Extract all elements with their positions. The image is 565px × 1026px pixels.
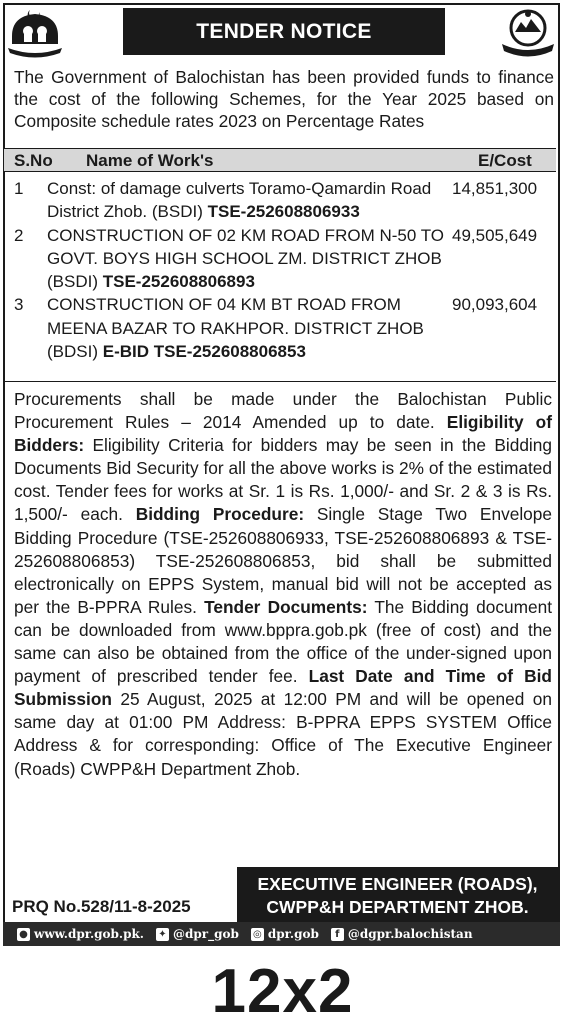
terms-paragraph [14,388,552,781]
table-row [14,293,554,363]
row-sno: 3 [14,295,24,315]
header-ecost: E/Cost [478,151,532,170]
bidding-procedure-text: Single Stage Two Envelope Bidding Procedure (TSE-252608806933, TSE-252608806893 & TSE-252608806853) TSE-252608806853, bid shall be submitted electronically on EPPS System, manual bid will not be accepted as per the B-PPRA Rules. [14,504,552,617]
social-twitter[interactable]: ✦ @dpr_gob [156,927,239,941]
eligibility-heading: Eligibility of Bidders: [14,412,552,456]
procurement-rules-text: Procurements shall be made under the Balochistan Public Procurement Rules – 2014 Amended up to date. [14,389,552,433]
table-row [14,224,554,294]
facebook-icon: f [331,928,344,941]
row-sno: 1 [14,179,24,198]
bidding-procedure-heading: Bidding Procedure: [135,504,305,525]
header-sno: S.No [14,151,53,170]
row-cost: 49,505,649 [452,225,538,245]
ad-size-label: 12x2 [211,957,354,1026]
social-website[interactable]: ● www.dpr.gob.pk. [17,927,144,941]
signatory-line-2: CWPP&H DEPARTMENT ZHOB. [266,897,529,917]
works-table [14,177,554,363]
social-instagram[interactable]: ◎ dpr.gob [251,927,319,941]
globe-icon: ● [17,928,30,941]
instagram-icon: ◎ [251,928,264,941]
tender-documents-text: The Bidding document can be downloaded from www.bppra.gob.pk (free of cost) and the same can also be obtained from the office of the under-signed upon payment of prescribed tender fee. [14,596,552,687]
social-bar [3,922,560,946]
tender-documents-heading: Tender Documents: [204,596,368,617]
row-cost: 90,093,604 [452,295,538,315]
row-tender-ref: TSE-252608806933 [207,202,360,222]
last-date-text: 25 August, 2025 at 12:00 PM and will be opened on same day at 01:00 PM Address: B-PPRA EPPS SYSTEM Office Address & for corresponding: Office of The Executive Engineer (Roads) CWPP&H Department Zhob. [14,689,552,779]
row-tender-ref: E-BID TSE-252608806853 [102,342,306,362]
table-header [4,148,556,172]
dgpr-emblem-icon [499,6,557,58]
prq-number: PRQ No.528/11-8-2025 [12,897,191,916]
twitter-icon: ✦ [156,928,169,941]
row-description: Const: of damage culverts Toramo-Qamardin Road District Zhob. (BSDI) [47,179,432,222]
signatory-block [237,867,558,925]
row-tender-ref: TSE-252608806893 [102,272,255,292]
signatory-line-1: EXECUTIVE ENGINEER (ROADS), [257,874,538,894]
last-date-heading: Last Date and Time of Bid Submission [14,666,552,710]
row-description: CONSTRUCTION OF 02 KM ROAD FROM N-50 TO GOVT. BOYS HIGH SCHOOL ZM. DISTRICT ZHOB (BSDI) [47,225,445,292]
balochistan-emblem-icon [6,6,64,58]
table-row [14,177,554,224]
intro-paragraph: The Government of Balochistan has been provided funds to finance the cost of the following Schemes, for the Year 2025 based on Composite schedule rates 2023 on Percentage Rates [14,67,554,131]
social-facebook[interactable]: f @dgpr.balochistan [331,927,473,941]
section-divider [4,381,556,382]
row-sno: 2 [14,225,24,245]
header-name-of-works: Name of Work's [86,151,214,170]
eligibility-text: Eligibility Criteria for bidders may be seen in the Bidding Documents Bid Security for all the above works is 2% of the estimated cost. Tender fees for works at Sr. 1 is Rs. 1,000/- and Sr. 2 & 3 is Rs. 1,500/- each. [14,435,552,525]
row-cost: 14,851,300 [452,179,538,198]
tender-notice-title: TENDER NOTICE [123,8,445,55]
row-description: CONSTRUCTION OF 04 KM BT ROAD FROM MEENA BAZAR TO RAKHPOR. DISTRICT ZHOB (BDSI) [47,295,424,362]
